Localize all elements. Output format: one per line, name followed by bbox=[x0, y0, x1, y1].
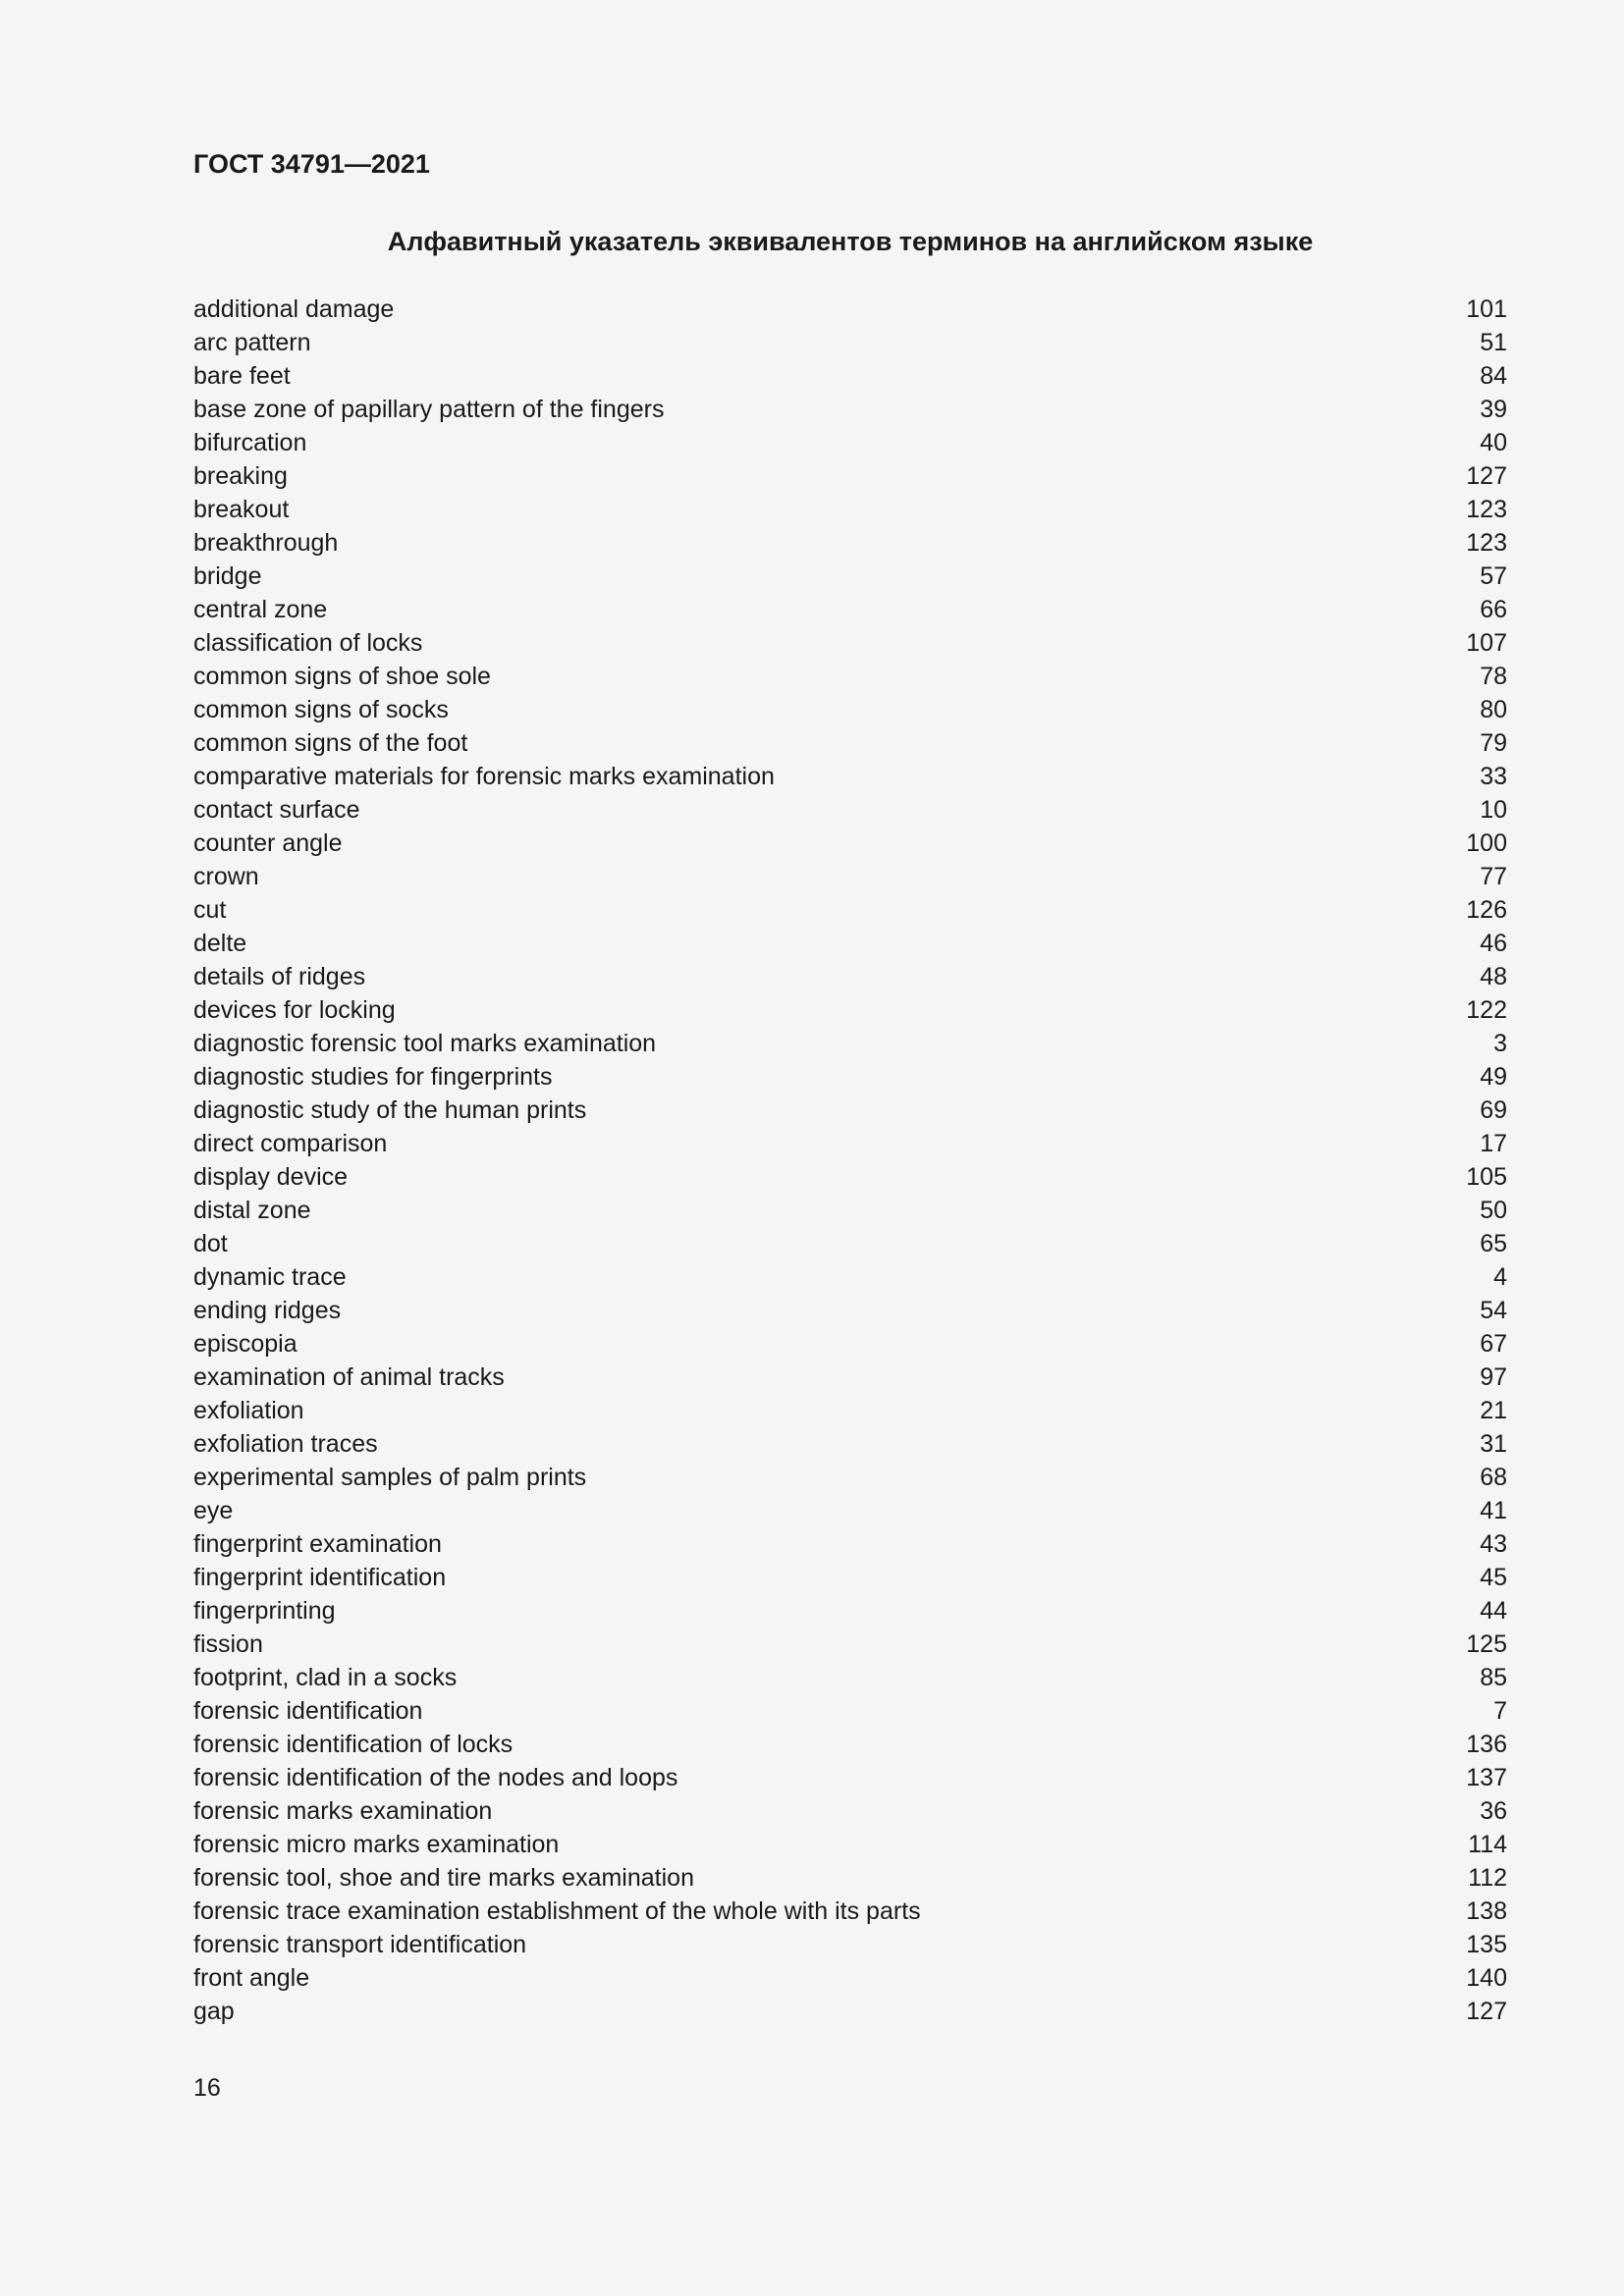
index-entry-number: 21 bbox=[1480, 1397, 1507, 1424]
index-entry bbox=[193, 1828, 1507, 1861]
index-entry-term: comparative materials for forensic marks examination bbox=[193, 763, 775, 790]
index-entry-term: distal zone bbox=[193, 1197, 311, 1224]
index-entry-number: 41 bbox=[1480, 1497, 1507, 1524]
index-entry-number: 112 bbox=[1468, 1864, 1507, 1892]
index-entry bbox=[193, 1761, 1507, 1794]
index-entry-term: forensic tool, shoe and tire marks examination bbox=[193, 1864, 694, 1892]
index-entry bbox=[193, 459, 1507, 493]
index-entry-number: 57 bbox=[1480, 562, 1507, 590]
index-entry bbox=[193, 493, 1507, 526]
index-entry-number: 80 bbox=[1480, 696, 1507, 723]
index-entry bbox=[193, 1861, 1507, 1895]
index-entry-number: 101 bbox=[1466, 295, 1507, 323]
index-entry bbox=[193, 1427, 1507, 1461]
index-entry bbox=[193, 1494, 1507, 1527]
index-entry bbox=[193, 893, 1507, 927]
index-entry bbox=[193, 426, 1507, 459]
index-entry bbox=[193, 1260, 1507, 1294]
index-entry bbox=[193, 660, 1507, 693]
index-entry-term: fission bbox=[193, 1630, 263, 1658]
index-entry-term: bare feet bbox=[193, 362, 291, 390]
page-number: 16 bbox=[193, 2074, 221, 2102]
index-entry-number: 78 bbox=[1480, 663, 1507, 690]
index-entry-term: devices for locking bbox=[193, 996, 396, 1024]
index-entry-number: 77 bbox=[1480, 863, 1507, 890]
index-entry bbox=[193, 1928, 1507, 1961]
index-entry-term: central zone bbox=[193, 596, 328, 623]
index-entry-term: episcopia bbox=[193, 1330, 298, 1358]
index-entry-term: forensic identification of locks bbox=[193, 1731, 514, 1758]
index-entry bbox=[193, 326, 1507, 359]
index-entry-term: gap bbox=[193, 1998, 235, 2025]
index-entry-term: breaking bbox=[193, 462, 288, 490]
index-entry bbox=[193, 1027, 1507, 1060]
index-entry bbox=[193, 1294, 1507, 1327]
index-entry-term: common signs of the foot bbox=[193, 729, 468, 757]
index-entry-term: bridge bbox=[193, 562, 262, 590]
index-entry-term: direct comparison bbox=[193, 1130, 388, 1157]
index-entry-number: 135 bbox=[1466, 1931, 1507, 1958]
index-entry-number: 4 bbox=[1493, 1263, 1507, 1291]
index-entry-term: bifurcation bbox=[193, 429, 307, 456]
index-entry-term: diagnostic forensic tool marks examination bbox=[193, 1030, 657, 1057]
index-entry-number: 126 bbox=[1466, 896, 1507, 924]
index-entry-term: common signs of shoe sole bbox=[193, 663, 491, 690]
index-entry-number: 105 bbox=[1466, 1163, 1507, 1191]
index-entry-number: 123 bbox=[1466, 496, 1507, 523]
index-entry bbox=[193, 293, 1507, 326]
index-entry bbox=[193, 1094, 1507, 1127]
index-entry-number: 65 bbox=[1480, 1230, 1507, 1257]
index-entry-term: exfoliation traces bbox=[193, 1430, 378, 1458]
index-entry-number: 85 bbox=[1480, 1664, 1507, 1691]
index-entry bbox=[193, 1728, 1507, 1761]
index-entry bbox=[193, 1127, 1507, 1160]
index-entry-number: 136 bbox=[1466, 1731, 1507, 1758]
index-entry-number: 3 bbox=[1493, 1030, 1507, 1057]
index-entry-term: fingerprint identification bbox=[193, 1564, 447, 1591]
index-entry-term: classification of locks bbox=[193, 629, 423, 657]
index-entry bbox=[193, 359, 1507, 393]
index-entry-number: 36 bbox=[1480, 1797, 1507, 1825]
index-entry-term: diagnostic studies for fingerprints bbox=[193, 1063, 553, 1091]
index-entry bbox=[193, 593, 1507, 626]
index-entry-number: 67 bbox=[1480, 1330, 1507, 1358]
index-entry-term: base zone of papillary pattern of the fingers bbox=[193, 396, 665, 423]
index-entry bbox=[193, 393, 1507, 426]
index-entry-term: experimental samples of palm prints bbox=[193, 1464, 587, 1491]
index-entry bbox=[193, 1961, 1507, 1995]
index-entry-term: forensic identification of the nodes and loops bbox=[193, 1764, 678, 1791]
index-entry-number: 107 bbox=[1466, 629, 1507, 657]
index-entry-term: ending ridges bbox=[193, 1297, 342, 1324]
index-entry-number: 44 bbox=[1480, 1597, 1507, 1625]
index-entry bbox=[193, 1661, 1507, 1694]
index-entry-number: 79 bbox=[1480, 729, 1507, 757]
index-entry-term: diagnostic study of the human prints bbox=[193, 1096, 587, 1124]
index-entry bbox=[193, 1527, 1507, 1561]
index-entry-term: display device bbox=[193, 1163, 349, 1191]
index-entry-number: 39 bbox=[1480, 396, 1507, 423]
index-entry-number: 84 bbox=[1480, 362, 1507, 390]
index-entry-term: dynamic trace bbox=[193, 1263, 347, 1291]
index-entry bbox=[193, 1160, 1507, 1194]
index-entry-number: 69 bbox=[1480, 1096, 1507, 1124]
index-entry-term: forensic micro marks examination bbox=[193, 1831, 560, 1858]
index-entry-number: 48 bbox=[1480, 963, 1507, 990]
index-entry bbox=[193, 560, 1507, 593]
index-entry-term: eye bbox=[193, 1497, 234, 1524]
index-entry-number: 46 bbox=[1480, 930, 1507, 957]
index-title: Алфавитный указатель эквивалентов терминов на английском языке bbox=[387, 227, 1314, 256]
index-entry bbox=[193, 860, 1507, 893]
index-entry-term: contact surface bbox=[193, 796, 360, 824]
index-entry-number: 51 bbox=[1480, 329, 1507, 356]
index-entry bbox=[193, 1227, 1507, 1260]
index-entry-number: 122 bbox=[1466, 996, 1507, 1024]
index-entry-term: delte bbox=[193, 930, 247, 957]
index-entry-number: 49 bbox=[1480, 1063, 1507, 1091]
index-entry-term: common signs of socks bbox=[193, 696, 449, 723]
index-entry bbox=[193, 993, 1507, 1027]
index-entry-term: breakthrough bbox=[193, 529, 339, 557]
index-entry-term: exfoliation bbox=[193, 1397, 304, 1424]
index-entry-term: footprint, clad in a socks bbox=[193, 1664, 458, 1691]
index-entry-number: 43 bbox=[1480, 1530, 1507, 1558]
index-entry bbox=[193, 1327, 1507, 1361]
index-entry-number: 138 bbox=[1466, 1897, 1507, 1925]
index-entry-term: crown bbox=[193, 863, 259, 890]
index-entry bbox=[193, 1794, 1507, 1828]
document-code: ГОСТ 34791—2021 bbox=[193, 149, 430, 179]
index-entry-term: cut bbox=[193, 896, 227, 924]
index-entry-number: 100 bbox=[1466, 829, 1507, 857]
index-entry bbox=[193, 626, 1507, 660]
index-entry-number: 10 bbox=[1480, 796, 1507, 824]
index-entry bbox=[193, 793, 1507, 827]
index-entry-number: 50 bbox=[1480, 1197, 1507, 1224]
index-entry-number: 7 bbox=[1493, 1697, 1507, 1725]
index-entry bbox=[193, 526, 1507, 560]
index-entry bbox=[193, 1561, 1507, 1594]
index-entry-number: 54 bbox=[1480, 1297, 1507, 1324]
index-entry-term: examination of animal tracks bbox=[193, 1363, 505, 1391]
index-entry-term: details of ridges bbox=[193, 963, 366, 990]
index-entry bbox=[193, 1361, 1507, 1394]
index-entry-number: 66 bbox=[1480, 596, 1507, 623]
index-entry-number: 127 bbox=[1466, 1998, 1507, 2025]
index-entry-number: 33 bbox=[1480, 763, 1507, 790]
index-entry-number: 97 bbox=[1480, 1363, 1507, 1391]
index-entry-number: 123 bbox=[1466, 529, 1507, 557]
index-entry-term: counter angle bbox=[193, 829, 343, 857]
index-entry-term: breakout bbox=[193, 496, 290, 523]
index-entry-number: 45 bbox=[1480, 1564, 1507, 1591]
index-entry bbox=[193, 726, 1507, 760]
index-entry bbox=[193, 1461, 1507, 1494]
index-entry-number: 31 bbox=[1480, 1430, 1507, 1458]
index-entry bbox=[193, 1394, 1507, 1427]
index-entry-number: 137 bbox=[1466, 1764, 1507, 1791]
index-entry-term: additional damage bbox=[193, 295, 395, 323]
index-entry bbox=[193, 1694, 1507, 1728]
index-entry-term: forensic identification bbox=[193, 1697, 423, 1725]
index-entry bbox=[193, 927, 1507, 960]
index-entry bbox=[193, 1060, 1507, 1094]
index-entry-number: 114 bbox=[1468, 1831, 1507, 1858]
index-entry-number: 127 bbox=[1466, 462, 1507, 490]
index-entry bbox=[193, 827, 1507, 860]
index-entry-number: 140 bbox=[1466, 1964, 1507, 1992]
index-entry-term: dot bbox=[193, 1230, 228, 1257]
index-entry bbox=[193, 1194, 1507, 1227]
index-entry-term: forensic trace examination establishment of the whole with its parts bbox=[193, 1897, 921, 1925]
index-entry-term: fingerprinting bbox=[193, 1597, 336, 1625]
index-entry bbox=[193, 1628, 1507, 1661]
index-entry-term: forensic transport identification bbox=[193, 1931, 527, 1958]
index-entry-term: forensic marks examination bbox=[193, 1797, 493, 1825]
index-entry-term: front angle bbox=[193, 1964, 310, 1992]
index-entry bbox=[193, 693, 1507, 726]
index-entry bbox=[193, 1995, 1507, 2028]
index-entry-term: fingerprint examination bbox=[193, 1530, 442, 1558]
index-entry-number: 40 bbox=[1480, 429, 1507, 456]
index-entry-term: arc pattern bbox=[193, 329, 311, 356]
index-entry-number: 17 bbox=[1480, 1130, 1507, 1157]
index-entry bbox=[193, 1594, 1507, 1628]
index-entry bbox=[193, 760, 1507, 793]
index-entry bbox=[193, 1895, 1507, 1928]
index-entry-number: 68 bbox=[1480, 1464, 1507, 1491]
index-entry bbox=[193, 960, 1507, 993]
index-list bbox=[193, 293, 1507, 2028]
index-entry-number: 125 bbox=[1466, 1630, 1507, 1658]
